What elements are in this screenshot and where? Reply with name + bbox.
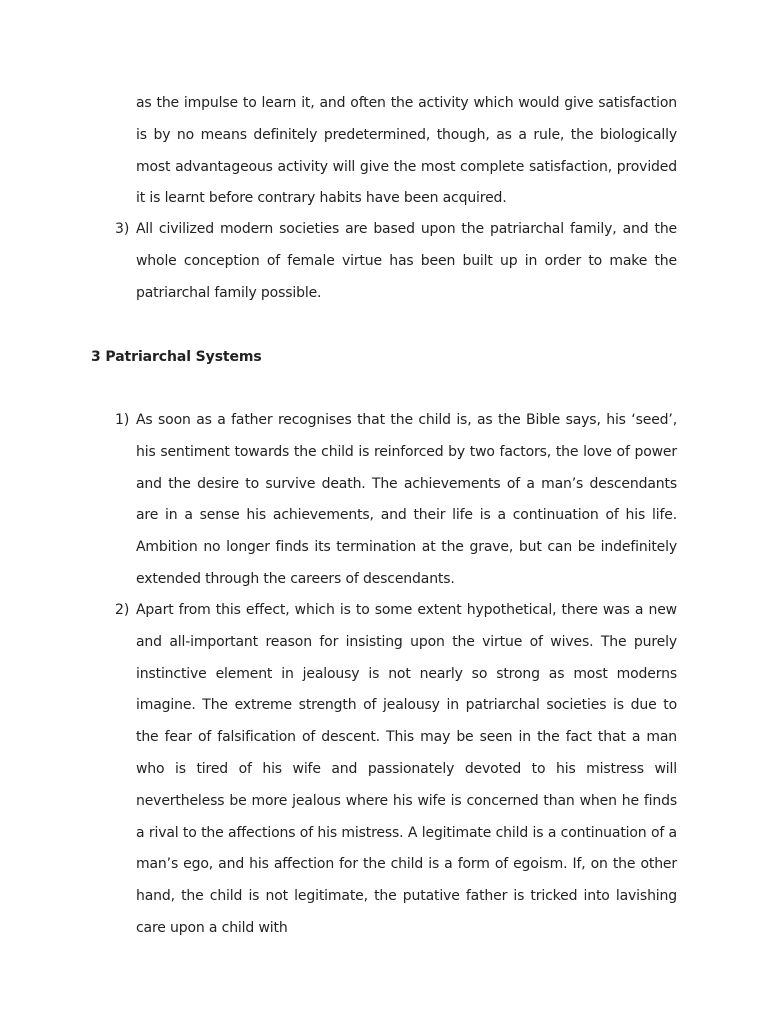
section-heading: 3 Patriarchal Systems (91, 349, 262, 365)
list-item-intro-3 (115, 214, 677, 309)
list-item-text: As soon as a father recognises that the child is, as the Bible says, his ‘seed’, his sentiment towards the child is reinforced by two factors, the love of power and the desire to survive death. The achievements of a man’s descendants are in a sense his achievements, and their life is a continuation of his life. Ambition no longer finds its termination at the grave, but can be indefinitely extended through the careers of descendants. (136, 412, 677, 587)
continuation-paragraph: as the impulse to learn it, and often the activity which would give satisfaction is by no means definitely predetermined, though, as a rule, the biologically most advantageous activity will give the most complete satisfaction, provided it is learnt before contrary habits have been acquired. (136, 95, 677, 207)
list-number: 3) (115, 221, 130, 237)
list-item-section-1 (115, 405, 677, 596)
list-number: 2) (115, 602, 130, 618)
list-item-text: Apart from this effect, which is to some extent hypothetical, there was a new and all-important reason for insisting upon the virtue of wives. The purely instinctive element in jealousy is not nearly so strong as most moderns imagine. The extreme strength of jealousy in patriarchal societies is due to the fear of falsification of descent. This may be seen in the fact that a man who is tired of his wife and passionately devoted to his mistress will nevertheless be more jealous where his wife is concerned than when he finds a rival to the affections of his mistress. A legitimate child is a continuation of a man’s ego, and his affection for the child is a form of egoism. If, on the other hand, the child is not legitimate, the putative father is tricked into lavishing care upon a child with (136, 602, 677, 936)
list-item-section-2 (115, 595, 677, 945)
list-item-text: All civilized modern societies are based upon the patriarchal family, and the whole conception of female virtue has been built up in order to make the patriarchal family possible. (136, 221, 677, 301)
list-number: 1) (115, 412, 130, 428)
